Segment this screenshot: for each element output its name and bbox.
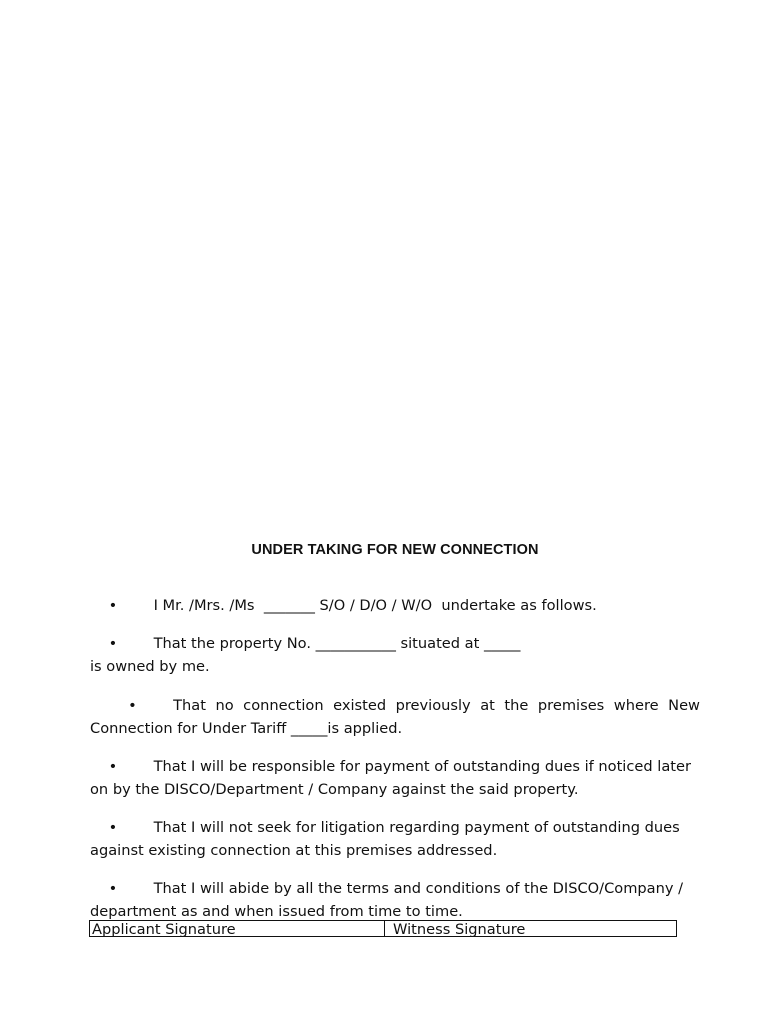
undertaking-item-text: I Mr. /Mrs. /Ms _______ S/O / D/O / W/O undertake as follows.: [153, 596, 597, 614]
applicant-signature-field: Applicant Signature _______________: [90, 921, 385, 936]
undertaking-item-text: That I will abide by all the terms and conditions of the DISCO/Company / department as and when issued from time to time.: [90, 879, 688, 920]
undertaking-item-text: That I will be responsible for payment of outstanding dues if noticed later on by the DISCO/Department / Company against the said property.: [90, 757, 696, 798]
undertaking-item-text: That I will not seek for litigation regarding payment of outstanding dues against existing connection at this premises addressed.: [90, 818, 685, 859]
bullet: •: [108, 879, 118, 897]
bullet: •: [108, 757, 118, 775]
signature-table: [89, 920, 677, 937]
undertaking-item-text: That the property No. ___________ situated at _____ is owned by me.: [90, 634, 521, 675]
witness-signature-field: Witness Signature _______________: [393, 921, 640, 936]
bullet: •: [108, 596, 118, 614]
bullet: •: [108, 818, 118, 836]
bullet: •: [128, 696, 137, 714]
document-title: UNDER TAKING FOR NEW CONNECTION: [251, 542, 539, 558]
undertaking-item-text: That no connection existed previously at the premises where New Connection for Under Tariff _____is applied.: [90, 696, 705, 737]
bullet: •: [108, 634, 118, 652]
